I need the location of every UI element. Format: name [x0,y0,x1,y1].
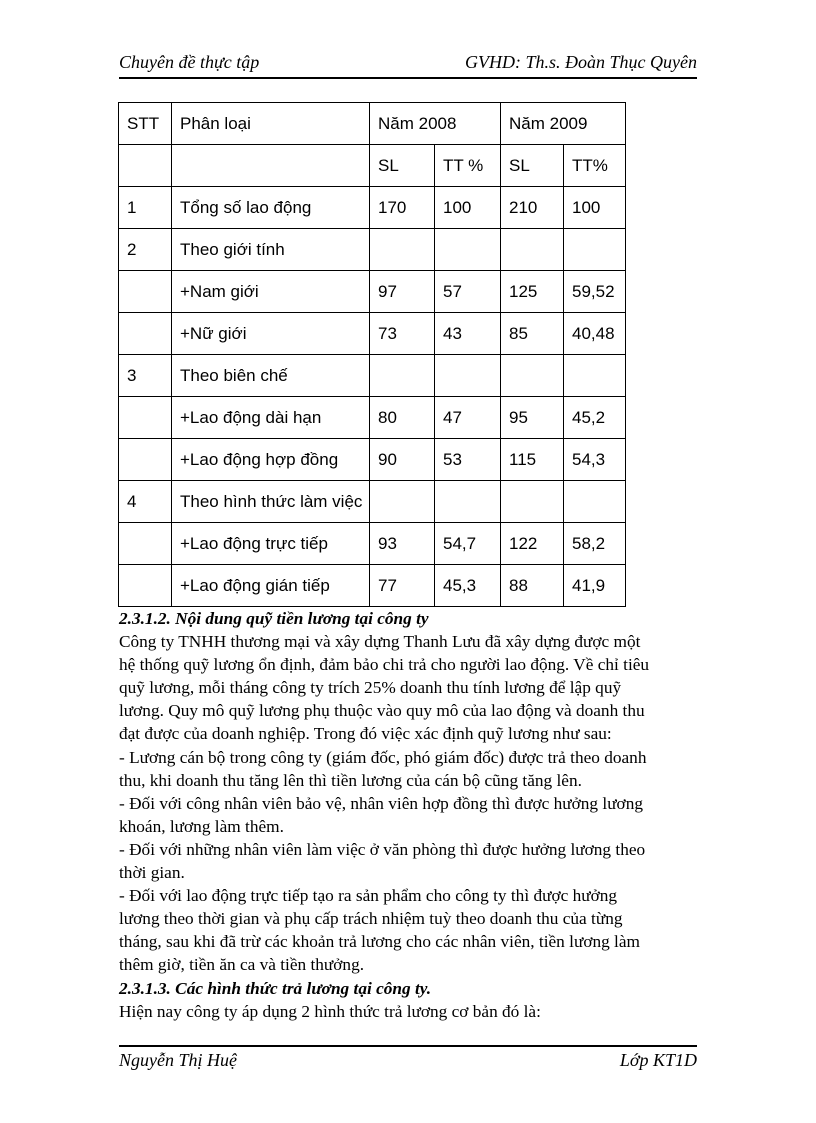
table-cell: 122 [501,523,564,565]
paragraph-line: lương theo thời gian và phụ cấp trách nhiệm tuỳ theo doanh thu của từng [119,909,623,929]
table-cell [370,481,435,523]
subheader-cell: SL [501,145,564,187]
table-cell: 3 [119,355,172,397]
table-cell: 57 [435,271,501,313]
header-title: Chuyên đề thực tập [119,52,260,72]
table-cell: +Nam giới [172,271,370,313]
paragraph-line: hệ thống quỹ lương ổn định, đảm bảo chi trả cho người lao động. Về chỉ tiêu [119,655,650,675]
table-row [119,565,626,607]
table-cell [119,145,172,187]
labor-statistics-table [118,102,626,607]
paragraph-line: tháng, sau khi đã trừ các khoản trả lương cho các nhân viên, tiền lương làm [119,932,640,952]
footer-divider [119,1045,697,1047]
table-cell: 90 [370,439,435,481]
table-cell: 115 [501,439,564,481]
paragraph-line: quỹ lương, mỗi tháng công ty trích 25% doanh thu tính lương để lập quỹ [119,678,622,698]
table-row [119,439,626,481]
table-cell: 58,2 [564,523,626,565]
table-row [119,187,626,229]
table-cell: +Lao động trực tiếp [172,523,370,565]
subheader-cell: TT % [435,145,501,187]
table-cell [564,481,626,523]
table-cell: 53 [435,439,501,481]
table-cell: 59,52 [564,271,626,313]
table-cell [119,523,172,565]
paragraph-line: thêm giờ, tiền ăn ca và tiền thưởng. [119,955,365,975]
section-heading-2-3-1-2: 2.3.1.2. Nội dung quỹ tiền lương tại công ty [119,609,429,628]
table-cell: 77 [370,565,435,607]
table-cell: 170 [370,187,435,229]
header-divider [119,77,697,79]
table-cell [119,439,172,481]
table-cell: 4 [119,481,172,523]
table-cell: 40,48 [564,313,626,355]
table-cell: 93 [370,523,435,565]
table-cell: Theo biên chế [172,355,370,397]
table-cell: 54,3 [564,439,626,481]
paragraph-line: - Đối với những nhân viên làm việc ở văn phòng thì được hưởng lương theo [119,839,646,859]
table-cell [564,355,626,397]
table-cell: Tổng số lao động [172,187,370,229]
header-cell-stt: STT [119,103,172,145]
subheader-cell: TT% [564,145,626,187]
table-cell [501,355,564,397]
table-row [119,355,626,397]
table-cell: +Lao động hợp đồng [172,439,370,481]
table-cell: 43 [435,313,501,355]
header-advisor: GVHD: Th.s. Đoàn Thục Quyên [465,52,697,72]
paragraph-line: lương. Quy mô quỹ lương phụ thuộc vào quy mô của lao động và doanh thu [119,701,645,721]
table-row [119,397,626,439]
table-cell [370,229,435,271]
table-row [119,271,626,313]
table-cell: 85 [501,313,564,355]
table-cell [119,313,172,355]
paragraph-line: - Lương cán bộ trong công ty (giám đốc, phó giám đốc) được trả theo doanh [119,747,647,767]
body-text [119,607,699,1023]
section-heading-2-3-1-3: 2.3.1.3. Các hình thức trả lương tại công ty. [119,978,432,998]
table-cell: 47 [435,397,501,439]
table-cell: 80 [370,397,435,439]
table-cell: 97 [370,271,435,313]
table-cell: 210 [501,187,564,229]
table-cell [564,229,626,271]
table-cell [172,145,370,187]
table-cell: 45,3 [435,565,501,607]
paragraph-line: khoán, lương làm thêm. [119,816,284,836]
table-row [119,229,626,271]
table-cell: 41,9 [564,565,626,607]
paragraph-line: - Đối với lao động trực tiếp tạo ra sản phẩm cho công ty thì được hưởng [119,886,618,906]
table-cell: 88 [501,565,564,607]
header-cell-year-2008: Năm 2008 [370,103,501,145]
table-header-row [119,103,626,145]
table-row [119,481,626,523]
table-cell [501,481,564,523]
table-cell [435,229,501,271]
table-cell [435,355,501,397]
paragraph-line: Công ty TNHH thương mại và xây dựng Thanh Lưu đã xây dựng được một [119,632,641,652]
table-cell: 2 [119,229,172,271]
table-cell: 54,7 [435,523,501,565]
table-cell [370,355,435,397]
table-cell [119,271,172,313]
table-cell: 100 [564,187,626,229]
page-header [119,52,697,78]
paragraph-line: đạt được của doanh nghiệp. Trong đó việc xác định quỹ lương như sau: [119,724,612,744]
table-subheader-row [119,145,626,187]
table-cell [501,229,564,271]
footer-author: Nguyễn Thị Huệ [119,1050,237,1070]
table-cell: 1 [119,187,172,229]
table-cell: 45,2 [564,397,626,439]
header-cell-category: Phân loại [172,103,370,145]
table-cell: +Lao động dài hạn [172,397,370,439]
subheader-cell: SL [370,145,435,187]
paragraph-line: Hiện nay công ty áp dụng 2 hình thức trả lương cơ bản đó là: [119,1001,541,1021]
footer-class: Lớp KT1D [619,1050,697,1070]
table-cell: 100 [435,187,501,229]
paragraph-line: thu, khi doanh thu tăng lên thì tiền lương của cán bộ cũng tăng lên. [119,770,582,790]
table-row [119,523,626,565]
table-cell: 95 [501,397,564,439]
table-cell: +Lao động gián tiếp [172,565,370,607]
header-cell-year-2009: Năm 2009 [501,103,626,145]
table-cell [435,481,501,523]
table-cell: 73 [370,313,435,355]
table-row [119,313,626,355]
page-footer [119,1050,697,1076]
paragraph-line: thời gian. [119,863,185,883]
table-cell: +Nữ giới [172,313,370,355]
table-cell: Theo hình thức làm việc [172,481,370,523]
table-cell [119,397,172,439]
table-cell [119,565,172,607]
table-cell: Theo giới tính [172,229,370,271]
paragraph-line: - Đối với công nhân viên bảo vệ, nhân viên hợp đồng thì được hưởng lương [119,793,643,813]
table-cell: 125 [501,271,564,313]
